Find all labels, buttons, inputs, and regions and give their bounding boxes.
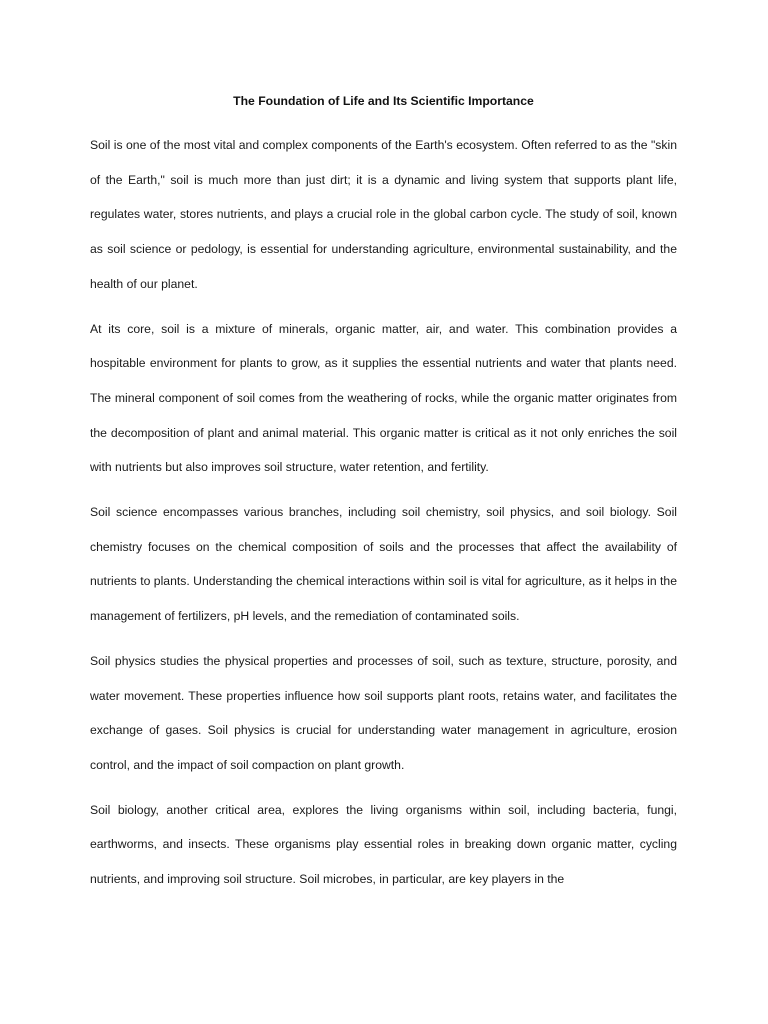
document-body xyxy=(90,128,677,907)
paragraph-soil-physics: Soil physics studies the physical properties and processes of soil, such as texture, structure, porosity, and water movement. These properties influence how soil supports plant roots, retains water, and facilitates the exchange of gases. Soil physics is crucial for understanding water management in agriculture, erosion control, and the impact of soil compaction on plant growth. xyxy=(90,653,677,772)
paragraph-soil-composition: At its core, soil is a mixture of minerals, organic matter, air, and water. This combination provides a hospitable environment for plants to grow, as it supplies the essential nutrients and water that plants need. The mineral component of soil comes from the weathering of rocks, while the organic matter originates from the decomposition of plant and animal material. This organic matter is critical as it not only enriches the soil with nutrients but also improves soil structure, water retention, and fertility. xyxy=(90,321,677,475)
paragraph-soil-overview: Soil is one of the most vital and complex components of the Earth's ecosystem. Often referred to as the "skin of the Earth," soil is much more than just dirt; it is a dynamic and living system that supports plant life, regulates water, stores nutrients, and plays a crucial role in the global carbon cycle. The study of soil, known as soil science or pedology, is essential for understanding agriculture, environmental sustainability, and the health of our planet. xyxy=(90,138,677,291)
paragraph-soil-chemistry: Soil science encompasses various branches, including soil chemistry, soil physics, and soil biology. Soil chemistry focuses on the chemical composition of soils and the processes that affect the availability of nutrients to plants. Understanding the chemical interactions within soil is vital for agriculture, as it helps in the management of fertilizers, pH levels, and the remediation of contaminated soils. xyxy=(90,505,677,624)
document-title: The Foundation of Life and Its Scientific Importance xyxy=(233,94,534,108)
paragraph-soil-biology: Soil biology, another critical area, explores the living organisms within soil, including bacteria, fungi, earthworms, and insects. These organisms play essential roles in breaking down organic matter, cycling nutrients, and improving soil structure. Soil microbes, in particular, are key players in the xyxy=(90,802,677,887)
